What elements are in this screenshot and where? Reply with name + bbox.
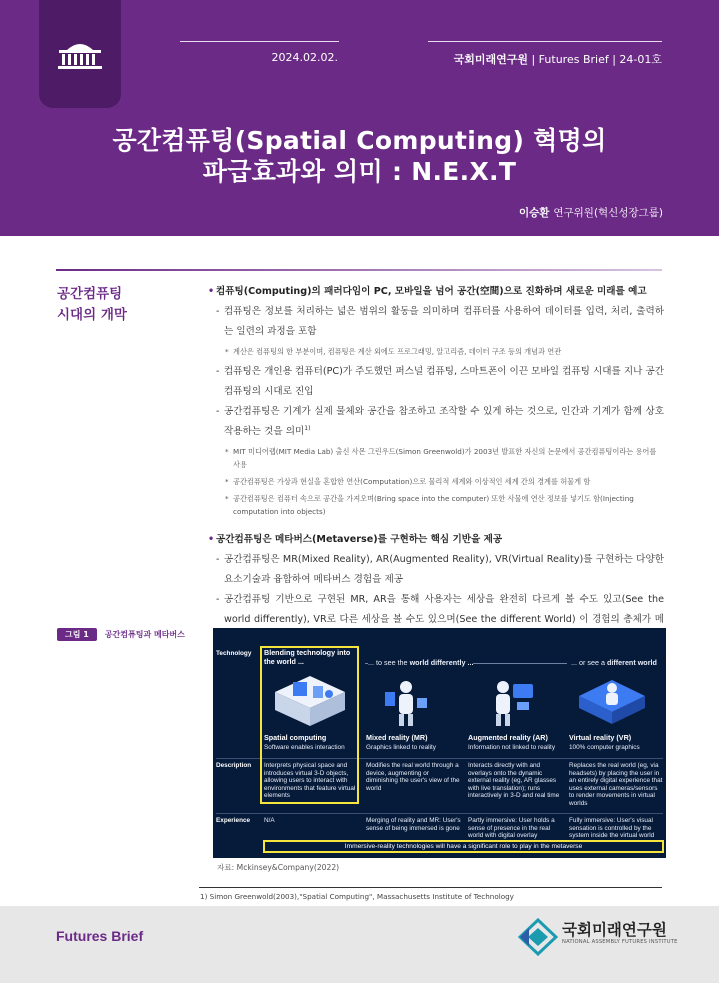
publish-date: 2024.02.02. <box>271 51 338 64</box>
virtual-reality-illustration <box>575 674 649 730</box>
section-title <box>57 284 167 326</box>
assembly-building-icon <box>57 40 103 70</box>
figure-label <box>57 628 185 641</box>
footer-org-name-en: NATIONAL ASSEMBLY FUTURES INSTITUTE <box>562 939 678 945</box>
or-see-title: ... or see a different world <box>567 659 657 668</box>
footnote-divider <box>199 887 662 888</box>
publication-info <box>428 51 662 67</box>
augmented-reality-illustration <box>481 678 537 728</box>
col-sub-ar: Information not linked to reality <box>468 744 556 751</box>
dash-item: - 공간컴퓨팅 기반으로 구현된 MR, AR을 통해 사용자는 세상을 완전히 다르게 볼 수도 있고(See the world differently), VR로 다른 세상을 볼 수도 있으며(See the different World) 이 경험의 총체가 메 <box>208 590 664 650</box>
footnote-ref[interactable]: 1) <box>304 424 311 432</box>
publisher-name: 국회미래연구원 <box>453 53 528 66</box>
row-label-technology: Technology <box>216 650 252 657</box>
page-footer <box>0 906 719 983</box>
row-label-experience: Experience <box>216 817 251 824</box>
footer-brand: Futures Brief <box>56 928 144 944</box>
col-sub-vr: 100% computer graphics <box>569 744 640 751</box>
figure-source: 자료: Mckinsey&Company(2022) <box>217 863 340 872</box>
note-item: * 계산은 컴퓨팅의 한 부분이며, 컴퓨팅은 계산 외에도 프로그래밍, 알고리즘, 데이터 구조 등의 개념과 연관 <box>208 345 664 358</box>
col-sub-spatial: Software enables interaction <box>264 744 345 751</box>
desc-vr: Replaces the real world (eg, via headsets) by placing the user in an entirely digital experience that uses external cameras/sensors to render movements in virtual worlds <box>569 762 663 807</box>
note-item: * 공간컴퓨팅은 가상과 현실을 혼합한 연산(Computation)으로 물리적 세계와 이상적인 세계 간의 경계를 허물게 함 <box>208 475 664 488</box>
dash-item: - 공간컴퓨팅은 MR(Mixed Reality), AR(Augmented Reality), VR(Virtual Reality)를 구현하는 다양한 요소기술과 융합하여 메타버스 경험을 제공 <box>208 550 664 590</box>
title-line-2: 파급효과와 의미 : N.E.X.T <box>202 157 517 186</box>
figure-caption: 공간컴퓨팅과 메타버스 <box>104 630 185 639</box>
header-divider-right <box>428 41 662 42</box>
dash-item: - 컴퓨팅은 정보를 처리하는 넓은 범위의 활동을 의미하며 컴퓨터를 사용하여 데이터를 입력, 처리, 출력하는 일련의 과정을 포함 <box>208 302 664 342</box>
nafi-logo-icon <box>518 918 558 956</box>
section-title-line-1: 공간컴퓨팅 <box>57 286 123 302</box>
bullet-point: • 공간컴퓨팅은 메타버스(Metaverse)를 구현하는 핵심 기반을 제공 <box>208 530 664 550</box>
article-body <box>208 282 664 650</box>
figure-banner: Immersive-reality technologies will have a significant role to play in the metaverse <box>263 840 664 853</box>
section-title-line-2: 시대의 개막 <box>57 307 127 323</box>
desc-spatial: Interprets physical space and introduces virtual 3-D objects, allowing users to interact with environments that feature virtual elements <box>264 762 356 800</box>
page-title <box>0 125 719 187</box>
exp-mr: Merging of reality and MR: User's sense of being immersed is gone <box>366 817 461 832</box>
exp-vr: Fully immersive: User's visual sensation is controlled by the system inside the virtual world <box>569 817 655 840</box>
figure-spatial-computing-metaverse <box>213 628 666 858</box>
desc-mr: Modifies the real world through a device, augmenting or diminishing the user's view of the world <box>366 762 460 792</box>
footnote: 1) Simon Greenwold(2003),"Spatial Computing", Massachusetts Institute of Technology <box>200 892 514 901</box>
author-role: 연구위원(혁신성장그룹) <box>553 207 663 219</box>
spatial-computing-illustration <box>271 672 349 730</box>
author-name: 이승환 <box>518 207 550 219</box>
footer-org-name: 국회미래연구원 <box>562 921 667 939</box>
author-info <box>519 205 663 220</box>
figure-row-divider <box>216 813 663 814</box>
section-divider <box>56 269 662 271</box>
bullet-point: • 컴퓨팅(Computing)의 패러다임이 PC, 모바일을 넘어 공간(空間)으로 진화하며 새로운 미래를 예고 <box>208 282 664 302</box>
dash-item: - 컴퓨팅은 개인용 컴퓨터(PC)가 주도했던 퍼스널 컴퓨팅, 스마트폰이 이끈 모바일 컴퓨팅 시대를 지나 공간컴퓨팅의 시대로 진입 <box>208 362 664 402</box>
national-assembly-logo <box>39 0 121 108</box>
to-see-title: ... to see the world differently ... <box>368 659 476 668</box>
row-label-description: Description <box>216 762 252 769</box>
mixed-reality-illustration <box>381 678 431 728</box>
figure-number-tag: 그림 1 <box>57 628 97 641</box>
dash-item <box>208 402 664 442</box>
note-item: * 공간컴퓨팅은 컴퓨터 속으로 공간을 가져오며(Bring space into the computer) 또한 사물에 연산 정보를 넣기도 함(Injecting computation into objects) <box>208 492 664 518</box>
col-title-spatial: Spatial computing <box>264 733 327 742</box>
arrow-line <box>473 663 569 664</box>
dash-item-text: 공간컴퓨팅은 기계가 실제 물체와 공간을 참조하고 조작할 수 있게 하는 것으로, 인간과 기계가 함께 상호작용하는 것을 의미 <box>224 406 664 437</box>
header-divider-left <box>180 41 339 42</box>
desc-ar: Interacts directly with and overlays onto the dynamic external reality (eg, AR glasses with live translation); runs interactively in 3-D and real time <box>468 762 560 800</box>
col-title-ar: Augmented reality (AR) <box>468 733 548 742</box>
exp-ar: Partly immersive: User holds a sense of presence in the real world with digital overlay <box>468 817 555 840</box>
title-line-1: 공간컴퓨팅(Spatial Computing) 혁명의 <box>112 126 607 155</box>
header-banner <box>0 0 719 236</box>
exp-spatial: N/A <box>264 817 275 824</box>
blend-title: Blending technology into the world ... <box>264 648 351 666</box>
series-info: | Futures Brief | 24-01호 <box>527 53 662 66</box>
col-title-mr: Mixed reality (MR) <box>366 733 428 742</box>
note-item: * MIT 미디어랩(MIT Media Lab) 출신 사몬 그린우드(Simon Greenwold)가 2003년 발표한 자신의 논문에서 공간컴퓨팅이라는 용어를 사용 <box>208 445 664 471</box>
col-title-vr: Virtual reality (VR) <box>569 733 632 742</box>
col-sub-mr: Graphics linked to reality <box>366 744 436 751</box>
